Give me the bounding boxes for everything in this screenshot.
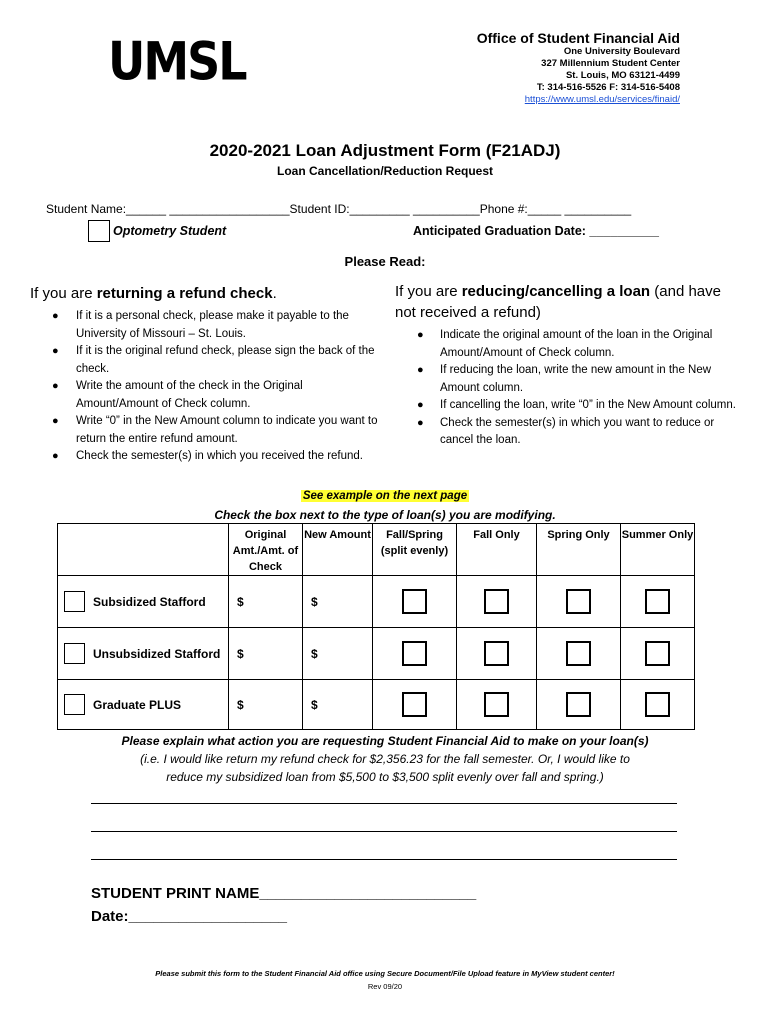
refund-check-heading: If you are returning a refund check. — [30, 285, 277, 302]
list-item: ● Write “0” in the New Amount column to indicate you want to return the entire refund amount. — [52, 415, 378, 445]
refund-check-instructions — [30, 283, 380, 466]
table-header: Fall/Spring (split evenly) — [373, 524, 457, 576]
date-field[interactable]: Date:___________________ — [91, 908, 288, 925]
optometry-label: Optometry Student — [113, 224, 227, 238]
address-line: St. Louis, MO 63121-4499 — [565, 70, 680, 81]
original-amount-field[interactable]: $ — [229, 680, 303, 730]
please-read-heading: Please Read: — [344, 254, 426, 269]
reduce-cancel-instructions — [395, 281, 740, 450]
explanation-line[interactable] — [91, 859, 677, 860]
summer-only-checkbox[interactable] — [645, 589, 670, 614]
example-note: See example on the next page — [302, 490, 468, 502]
loan-type-label: Graduate PLUS — [93, 697, 182, 712]
fall-only-checkbox[interactable] — [484, 641, 509, 666]
loan-type-checkbox[interactable] — [64, 694, 85, 715]
loan-type-checkbox[interactable] — [64, 643, 85, 664]
optometry-checkbox[interactable] — [88, 220, 110, 242]
list-item: ● Check the semester(s) in which you received the refund. — [52, 450, 363, 462]
fall-only-checkbox[interactable] — [484, 589, 509, 614]
student-info-fields[interactable]: Student Name:______ __________________Student ID:_________ __________Phone #:_____ __________ — [46, 202, 632, 216]
loan-table — [57, 523, 695, 730]
explanation-line[interactable] — [91, 831, 677, 832]
table-row — [58, 680, 695, 730]
revision-label: Rev 09/20 — [367, 982, 403, 991]
new-amount-field[interactable]: $ — [303, 680, 373, 730]
table-header: Original Amt./Amt. of Check — [229, 524, 303, 576]
explanation-prompt: Please explain what action you are requesting Student Financial Aid to make on your loan(s) (i.e. I would like return my refund check for $2,356.23 for the fall semester. Or, I would like to reduce my subsidized loan from $5,500 to $3,500 split evenly over fall and spring.) — [121, 734, 649, 784]
list-item: ● If it is the original refund check, please sign the back of the check. — [52, 345, 375, 375]
graduation-date-field[interactable]: Anticipated Graduation Date: __________ — [413, 224, 659, 238]
loan-type-label: Subsidized Stafford — [93, 594, 206, 609]
office-address-block — [477, 30, 680, 106]
summer-only-checkbox[interactable] — [645, 692, 670, 717]
finaid-website-link[interactable]: https://www.umsl.edu/services/finaid/ — [524, 94, 680, 105]
fall-only-checkbox[interactable] — [484, 692, 509, 717]
spring-only-checkbox[interactable] — [566, 589, 591, 614]
submission-note: Please submit this form to the Student Financial Aid office using Secure Document/File Upload feature in MyView student center! — [155, 969, 615, 978]
table-header: Fall Only — [457, 524, 537, 576]
table-header: Summer Only — [621, 524, 695, 576]
spring-only-checkbox[interactable] — [566, 692, 591, 717]
table-header — [58, 524, 229, 576]
original-amount-field[interactable]: $ — [229, 576, 303, 628]
office-title: Office of Student Financial Aid — [476, 30, 680, 46]
loan-type-checkbox[interactable] — [64, 591, 85, 612]
address-line: 327 Millennium Student Center — [541, 58, 680, 69]
student-print-name-field[interactable]: STUDENT PRINT NAME__________________________ — [91, 885, 477, 902]
table-header: New Amount — [303, 524, 373, 576]
list-item: ● Indicate the original amount of the loan in the Original Amount/Amount of Check column. — [417, 329, 713, 359]
phone-fax-line: T: 314-516-5526 F: 314-516-5408 — [536, 82, 680, 93]
new-amount-field[interactable]: $ — [303, 628, 373, 680]
loan-type-label: Unsubsidized Stafford — [93, 646, 221, 661]
form-title: 2020-2021 Loan Adjustment Form (F21ADJ) — [209, 141, 561, 160]
table-row — [58, 628, 695, 680]
list-item: ● If it is a personal check, please make it payable to the University of Missouri – St. Louis. — [52, 310, 349, 340]
fall-spring-checkbox[interactable] — [402, 589, 427, 614]
form-subtitle: Loan Cancellation/Reduction Request — [276, 164, 494, 178]
list-item: ● Check the semester(s) in which you want to reduce or cancel the loan. — [417, 416, 715, 446]
address-line: One University Boulevard — [563, 46, 680, 57]
explanation-line[interactable] — [91, 803, 677, 804]
loan-type-instruction: Check the box next to the type of loan(s) you are modifying. — [214, 508, 556, 522]
list-item: ● If reducing the loan, write the new amount in the New Amount column. — [417, 364, 712, 394]
table-row — [58, 576, 695, 628]
spring-only-checkbox[interactable] — [566, 641, 591, 666]
umsl-logo: UMSL — [108, 30, 246, 93]
table-header: Spring Only — [537, 524, 621, 576]
summer-only-checkbox[interactable] — [645, 641, 670, 666]
fall-spring-checkbox[interactable] — [402, 692, 427, 717]
original-amount-field[interactable]: $ — [229, 628, 303, 680]
fall-spring-checkbox[interactable] — [402, 641, 427, 666]
list-item: ● Write the amount of the check in the Original Amount/Amount of Check column. — [52, 380, 303, 410]
list-item: ● If cancelling the loan, write “0” in the New Amount column. — [417, 399, 736, 411]
reduce-cancel-heading: If you are reducing/cancelling a loan (and have not received a refund) — [395, 283, 721, 321]
new-amount-field[interactable]: $ — [303, 576, 373, 628]
